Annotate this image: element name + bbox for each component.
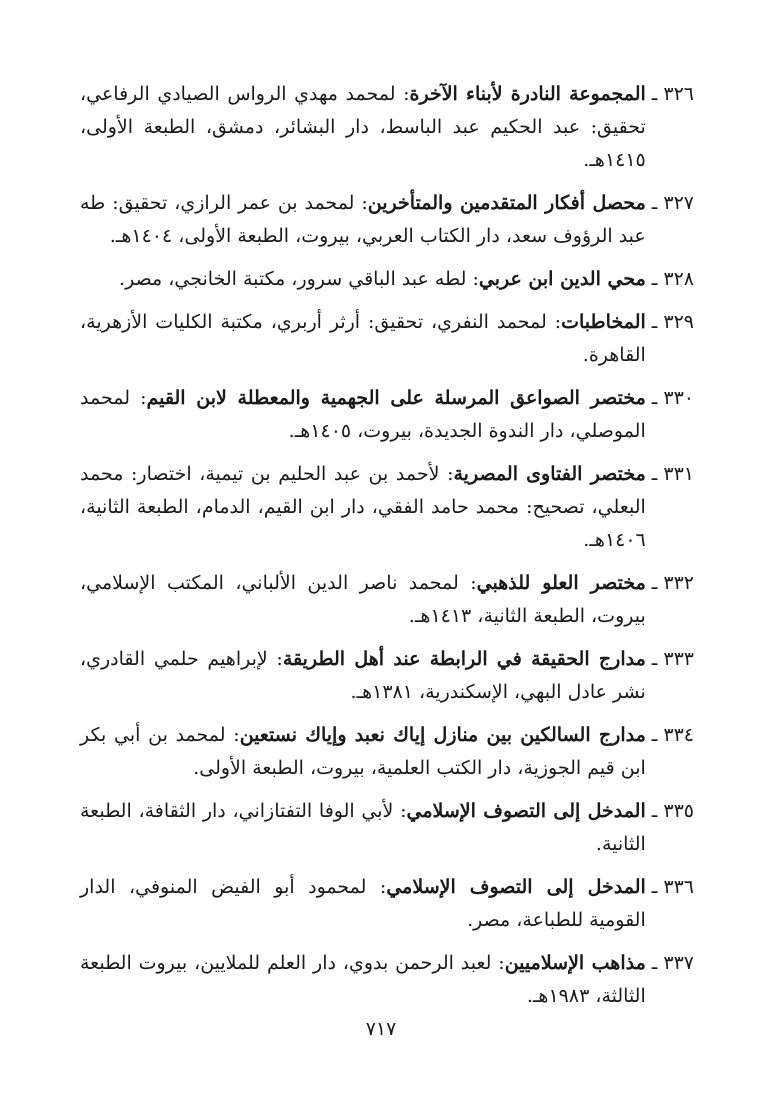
entry-details: : لمحمد بن عمر الرازي، تحقيق: طه عبد الرؤوف سعد، دار الكتاب العربي، بيروت، الطبعة الأولى، ١٤٠٤هـ. <box>80 192 646 247</box>
entry-title: مذاهب الإسلاميين <box>504 952 646 974</box>
entry-text <box>80 795 646 861</box>
entry-details: : لأبي الوفا التفتازاني، دار الثقافة، الطبعة الثانية. <box>80 800 646 855</box>
page-number: ٧١٧ <box>365 1018 397 1040</box>
entry-number: ٣٣٠ ـ <box>651 387 694 409</box>
bibliography-entry <box>80 643 694 709</box>
entry-text <box>80 871 646 937</box>
entry-title: محصل أفكار المتقدمين والمتأخرين <box>367 192 646 214</box>
bibliography-entry <box>80 795 694 861</box>
bibliography-entry <box>80 78 694 177</box>
entry-text <box>80 382 646 448</box>
entry-title: المخاطبات <box>561 311 646 333</box>
entry-text <box>80 643 646 709</box>
bibliography-entry <box>80 263 694 296</box>
entry-text <box>80 263 646 296</box>
entry-number: ٣٣٢ ـ <box>651 572 694 594</box>
bibliography-entry <box>80 947 694 1013</box>
entry-title: المدخل إلى التصوف الإسلامي <box>386 876 646 898</box>
bibliography-entry <box>80 719 694 785</box>
entry-number: ٣٣٤ ـ <box>651 724 694 746</box>
entry-details: : لمحمد مهدي الرواس الصيادي الرفاعي، تحقيق: عبد الحكيم عبد الباسط، دار البشائر، دمشق، الطبعة الأولى، ١٤١٥هـ. <box>80 83 646 171</box>
entry-details: : لإبراهيم حلمي القادري، نشر عادل البهي، الإسكندرية، ١٣٨١هـ. <box>80 648 646 703</box>
entry-title: المدخل إلى التصوف الإسلامي <box>406 800 646 822</box>
entry-title: مختصر العلو للذهبي <box>476 572 646 594</box>
entry-title: محي الدين ابن عربي <box>478 268 646 290</box>
entry-number: ٣٣٧ ـ <box>651 952 694 974</box>
bibliography-entry <box>80 458 694 557</box>
entry-number: ٣٣١ ـ <box>651 463 694 485</box>
entry-title: مختصر الفتاوى المصرية <box>453 463 646 485</box>
entry-details: : لعبد الرحمن بدوي، دار العلم للملايين، بيروت الطبعة الثالثة، ١٩٨٣هـ. <box>80 952 646 1007</box>
bibliography-list <box>80 78 694 1013</box>
entry-number: ٣٣٥ ـ <box>651 800 694 822</box>
bibliography-entry <box>80 306 694 372</box>
entry-number: ٣٣٦ ـ <box>651 876 694 898</box>
entry-text <box>80 567 646 633</box>
entry-details: : لمحمد ناصر الدين الألباني، المكتب الإسلامي، بيروت، الطبعة الثانية، ١٤١٣هـ. <box>80 572 646 627</box>
entry-number: ٣٢٧ ـ <box>651 192 694 214</box>
entry-details: : لأحمد بن عبد الحليم بن تيمية، اختصار: محمد البعلي، تصحيح: محمد حامد الفقي، دار ابن القيم، الدمام، الطبعة الثانية، ١٤٠٦هـ. <box>80 463 646 551</box>
entry-number: ٣٢٩ ـ <box>651 311 694 333</box>
bibliography-entry <box>80 187 694 253</box>
entry-number: ٣٣٣ ـ <box>651 648 694 670</box>
entry-title: المجموعة النادرة لأبناء الآخرة <box>409 83 646 105</box>
entry-number: ٣٢٦ ـ <box>651 83 694 105</box>
entry-details: : لمحمد الموصلي، دار الندوة الجديدة، بيروت، ١٤٠٥هـ. <box>80 387 646 442</box>
entry-text <box>80 78 646 177</box>
entry-text <box>80 719 646 785</box>
entry-text <box>80 306 646 372</box>
entry-details: : لمحمد بن أبي بكر ابن قيم الجوزية، دار الكتب العلمية، بيروت، الطبعة الأولى. <box>80 724 646 779</box>
entry-details: : لمحمود أبو الفيض المنوفي، الدار القومية للطباعة، مصر. <box>80 876 646 931</box>
entry-title: مختصر الصواعق المرسلة على الجهمية والمعطلة لابن القيم <box>146 387 646 409</box>
entry-text <box>80 947 646 1013</box>
bibliography-entry <box>80 382 694 448</box>
bibliography-entry <box>80 871 694 937</box>
entry-details: : لطه عبد الباقي سرور، مكتبة الخانجي، مصر. <box>119 268 479 290</box>
entry-number: ٣٢٨ ـ <box>651 268 694 290</box>
entry-title: مدارج الحقيقة في الرابطة عند أهل الطريقة <box>282 648 646 670</box>
entry-text <box>80 458 646 557</box>
entry-details: : لمحمد النفري، تحقيق: أرثر أربري، مكتبة الكليات الأزهرية، القاهرة. <box>80 311 646 366</box>
entry-title: مدارج السالكين بين منازل إياك نعبد وإياك نستعين <box>239 724 646 746</box>
entry-text <box>80 187 646 253</box>
bibliography-entry <box>80 567 694 633</box>
